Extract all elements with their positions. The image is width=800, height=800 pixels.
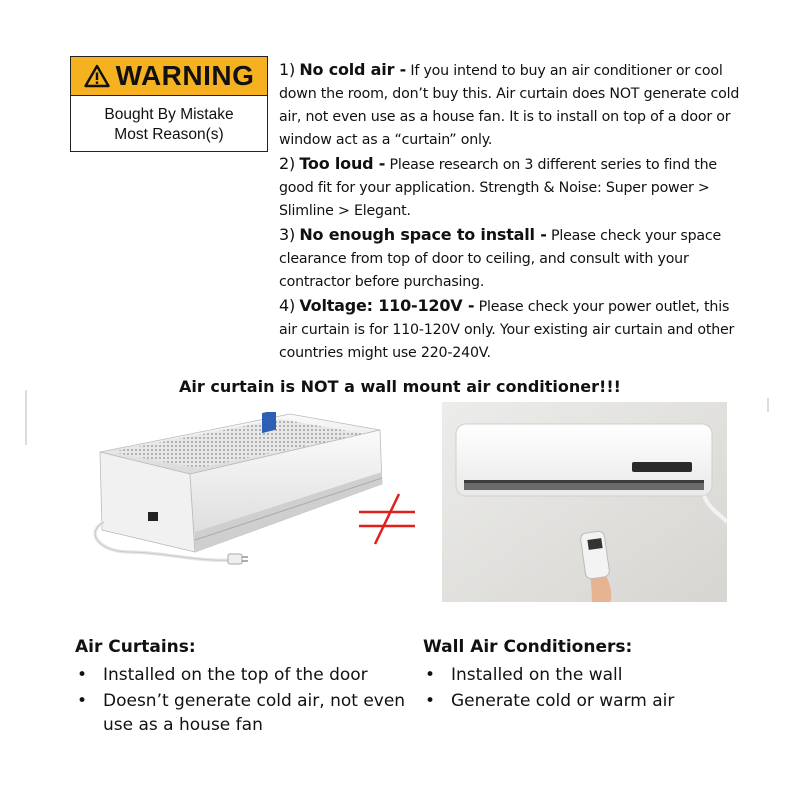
reason-text: Please check your power outlet, this air curtain is for 110-120V only. Your existing air curtain and other countries might use 220-240V. bbox=[279, 299, 735, 361]
warning-subtitle-line1: Bought By Mistake bbox=[104, 106, 234, 123]
reason-title: Voltage: 110-120V - bbox=[299, 296, 475, 315]
warning-subtitle-line2: Most Reason(s) bbox=[114, 126, 224, 143]
reason-text: Please check your space clearance from top of door to ceiling, and consult with your contractor before purchasing. bbox=[279, 228, 721, 290]
list-item: • Installed on the wall bbox=[423, 663, 743, 687]
list-item: • Generate cold or warm air bbox=[423, 689, 743, 713]
not-equal-icon bbox=[355, 490, 419, 546]
warning-subtitle bbox=[71, 105, 267, 145]
reason-item: 4) Voltage: 110-120V - Please check your power outlet, this air curtain is for 110-120V only. Your existing air curtain and other countries might use 220-240V. bbox=[279, 296, 735, 361]
warning-title: WARNING bbox=[115, 60, 255, 91]
reason-title: Too loud - bbox=[299, 154, 386, 173]
wall-ac-list bbox=[423, 663, 743, 713]
wall-ac-heading: Wall Air Conditioners: bbox=[423, 637, 633, 657]
reason-item: 2) Too loud - Please research on 3 different series to find the good fit for your application. Strength & Noise: Super power > Slimline > Elegant. bbox=[279, 154, 717, 219]
wall-ac-image bbox=[442, 402, 727, 602]
reason-item: 3) No enough space to install - Please check your space clearance from top of door to ceiling, and consult with your contractor before purchasing. bbox=[279, 225, 721, 290]
warning-label bbox=[70, 56, 268, 152]
air-curtain-image bbox=[90, 412, 390, 592]
comparison-headline: Air curtain is NOT a wall mount air conditioner!!! bbox=[179, 377, 621, 396]
reason-text: Please research on 3 different series to find the good fit for your application. Strength & Noise: Super power > Slimline > Elegant. bbox=[279, 157, 717, 219]
reason-item: 1) No cold air - If you intend to buy an air conditioner or cool down the room, don’t buy this. Air curtain does NOT generate cold air, not even use as a house fan. It is to install on top of a door or window act as a “curtain” only. bbox=[279, 60, 740, 148]
reason-text: If you intend to buy an air conditioner or cool down the room, don’t buy this. Air curtain does NOT generate cold air, not even use as a house fan. It is to install on top of a door or window act as a “curtain” only. bbox=[279, 63, 740, 148]
reason-title: No cold air - bbox=[299, 60, 407, 79]
air-curtains-heading: Air Curtains: bbox=[75, 637, 196, 657]
edge-mark bbox=[767, 398, 769, 412]
edge-mark bbox=[25, 390, 27, 445]
reasons-list bbox=[279, 58, 749, 365]
list-item: • Installed on the top of the door bbox=[75, 663, 415, 687]
wall-ac-section bbox=[423, 637, 743, 715]
warning-triangle-icon bbox=[84, 64, 110, 88]
air-curtains-list bbox=[75, 663, 415, 737]
list-item: • Doesn’t generate cold air, not even use as a house fan bbox=[75, 689, 415, 737]
warning-header bbox=[71, 57, 267, 96]
air-curtains-section bbox=[75, 637, 415, 739]
reason-title: No enough space to install - bbox=[299, 225, 547, 244]
